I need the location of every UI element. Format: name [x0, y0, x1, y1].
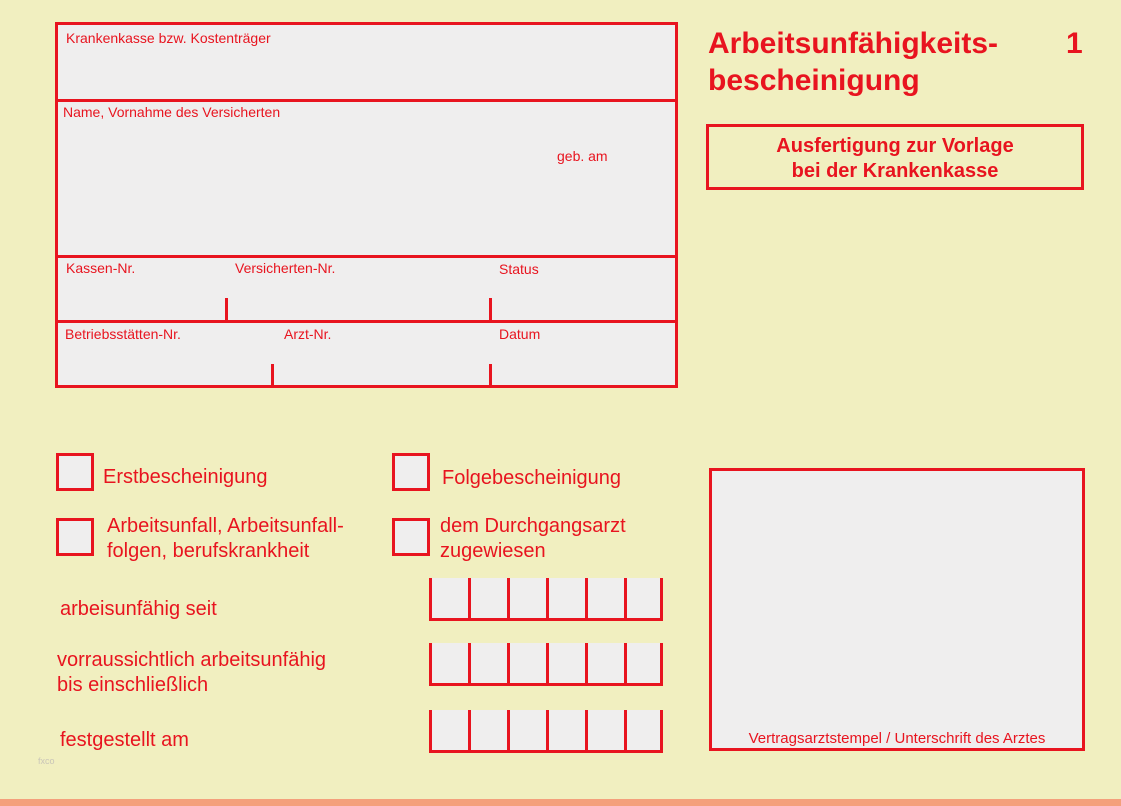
unfit-until-date-field[interactable]: [429, 643, 663, 686]
doctor-stamp-label: Vertragsarztstempel / Unterschrift des Arztes: [748, 730, 1046, 747]
follow-cert-checkbox[interactable]: [392, 453, 430, 491]
date-digit-cell[interactable]: [624, 578, 663, 618]
divider-insurer: [55, 99, 678, 102]
date-digit-cell[interactable]: [507, 710, 546, 750]
transit-doctor-checkbox[interactable]: [392, 518, 430, 556]
date-digit-cell[interactable]: [546, 710, 585, 750]
date-digit-cell[interactable]: [624, 710, 663, 750]
date-digit-cell[interactable]: [507, 578, 546, 618]
unfit-until-label-line2: bis einschließlich: [57, 674, 209, 696]
doctor-stamp-box[interactable]: [709, 468, 1085, 751]
status-label: Status: [499, 261, 539, 277]
unfit-since-label: arbeisunfähig seit: [60, 598, 217, 620]
unfit-until-label-line1: vorraussichtlich arbeitsunfähig: [57, 649, 327, 671]
date-digit-cell[interactable]: [585, 710, 624, 750]
date-digit-cell[interactable]: [585, 643, 624, 683]
date-digit-cell[interactable]: [429, 710, 468, 750]
tick-mark: [489, 364, 492, 388]
copy-number: 1: [1066, 27, 1083, 60]
transit-doctor-label-line2: zugewiesen: [440, 540, 546, 562]
date-digit-cell[interactable]: [468, 710, 507, 750]
work-accident-checkbox[interactable]: [56, 518, 94, 556]
first-cert-checkbox[interactable]: [56, 453, 94, 491]
copy-note-line1: Ausfertigung zur Vorlage: [776, 135, 1014, 157]
determined-on-date-field[interactable]: [429, 710, 663, 753]
form-title-line2: bescheinigung: [708, 64, 920, 97]
divider-numbers: [55, 320, 678, 323]
determined-on-label: festgestellt am: [60, 729, 189, 751]
insured-no-label: Versicherten-Nr.: [235, 260, 336, 276]
date-digit-cell[interactable]: [429, 578, 468, 618]
date-digit-cell[interactable]: [468, 643, 507, 683]
watermark: fxco: [38, 756, 55, 766]
divider-name: [55, 255, 678, 258]
follow-cert-label: Folgebescheinigung: [442, 467, 622, 489]
date-label: Datum: [499, 326, 541, 342]
tick-mark: [489, 298, 492, 322]
dob-field-label: geb. am: [557, 148, 608, 164]
insurer-field-label: Krankenkasse bzw. Kostenträger: [66, 30, 271, 46]
form-title-line1: Arbeitsunfähigkeits-: [708, 27, 999, 60]
date-digit-cell[interactable]: [624, 643, 663, 683]
site-no-label: Betriebsstätten-Nr.: [65, 326, 181, 342]
date-digit-cell[interactable]: [507, 643, 546, 683]
date-digit-cell[interactable]: [429, 643, 468, 683]
unfit-since-date-field[interactable]: [429, 578, 663, 621]
work-accident-label-line2: folgen, berufskrankheit: [107, 540, 310, 562]
fund-no-label: Kassen-Nr.: [66, 260, 136, 276]
name-field-label: Name, Vornahme des Versicherten: [63, 104, 281, 120]
transit-doctor-label-line1: dem Durchgangsarzt: [440, 515, 626, 537]
tick-mark: [271, 364, 274, 388]
work-accident-label-line1: Arbeitsunfall, Arbeitsunfall-: [107, 515, 344, 537]
copy-note-line2: bei der Krankenkasse: [791, 160, 999, 182]
bottom-edge-strip: [0, 799, 1121, 806]
date-digit-cell[interactable]: [585, 578, 624, 618]
first-cert-label: Erstbescheinigung: [103, 466, 268, 488]
date-digit-cell[interactable]: [546, 578, 585, 618]
doctor-no-label: Arzt-Nr.: [284, 326, 332, 342]
date-digit-cell[interactable]: [468, 578, 507, 618]
date-digit-cell[interactable]: [546, 643, 585, 683]
tick-mark: [225, 298, 228, 322]
